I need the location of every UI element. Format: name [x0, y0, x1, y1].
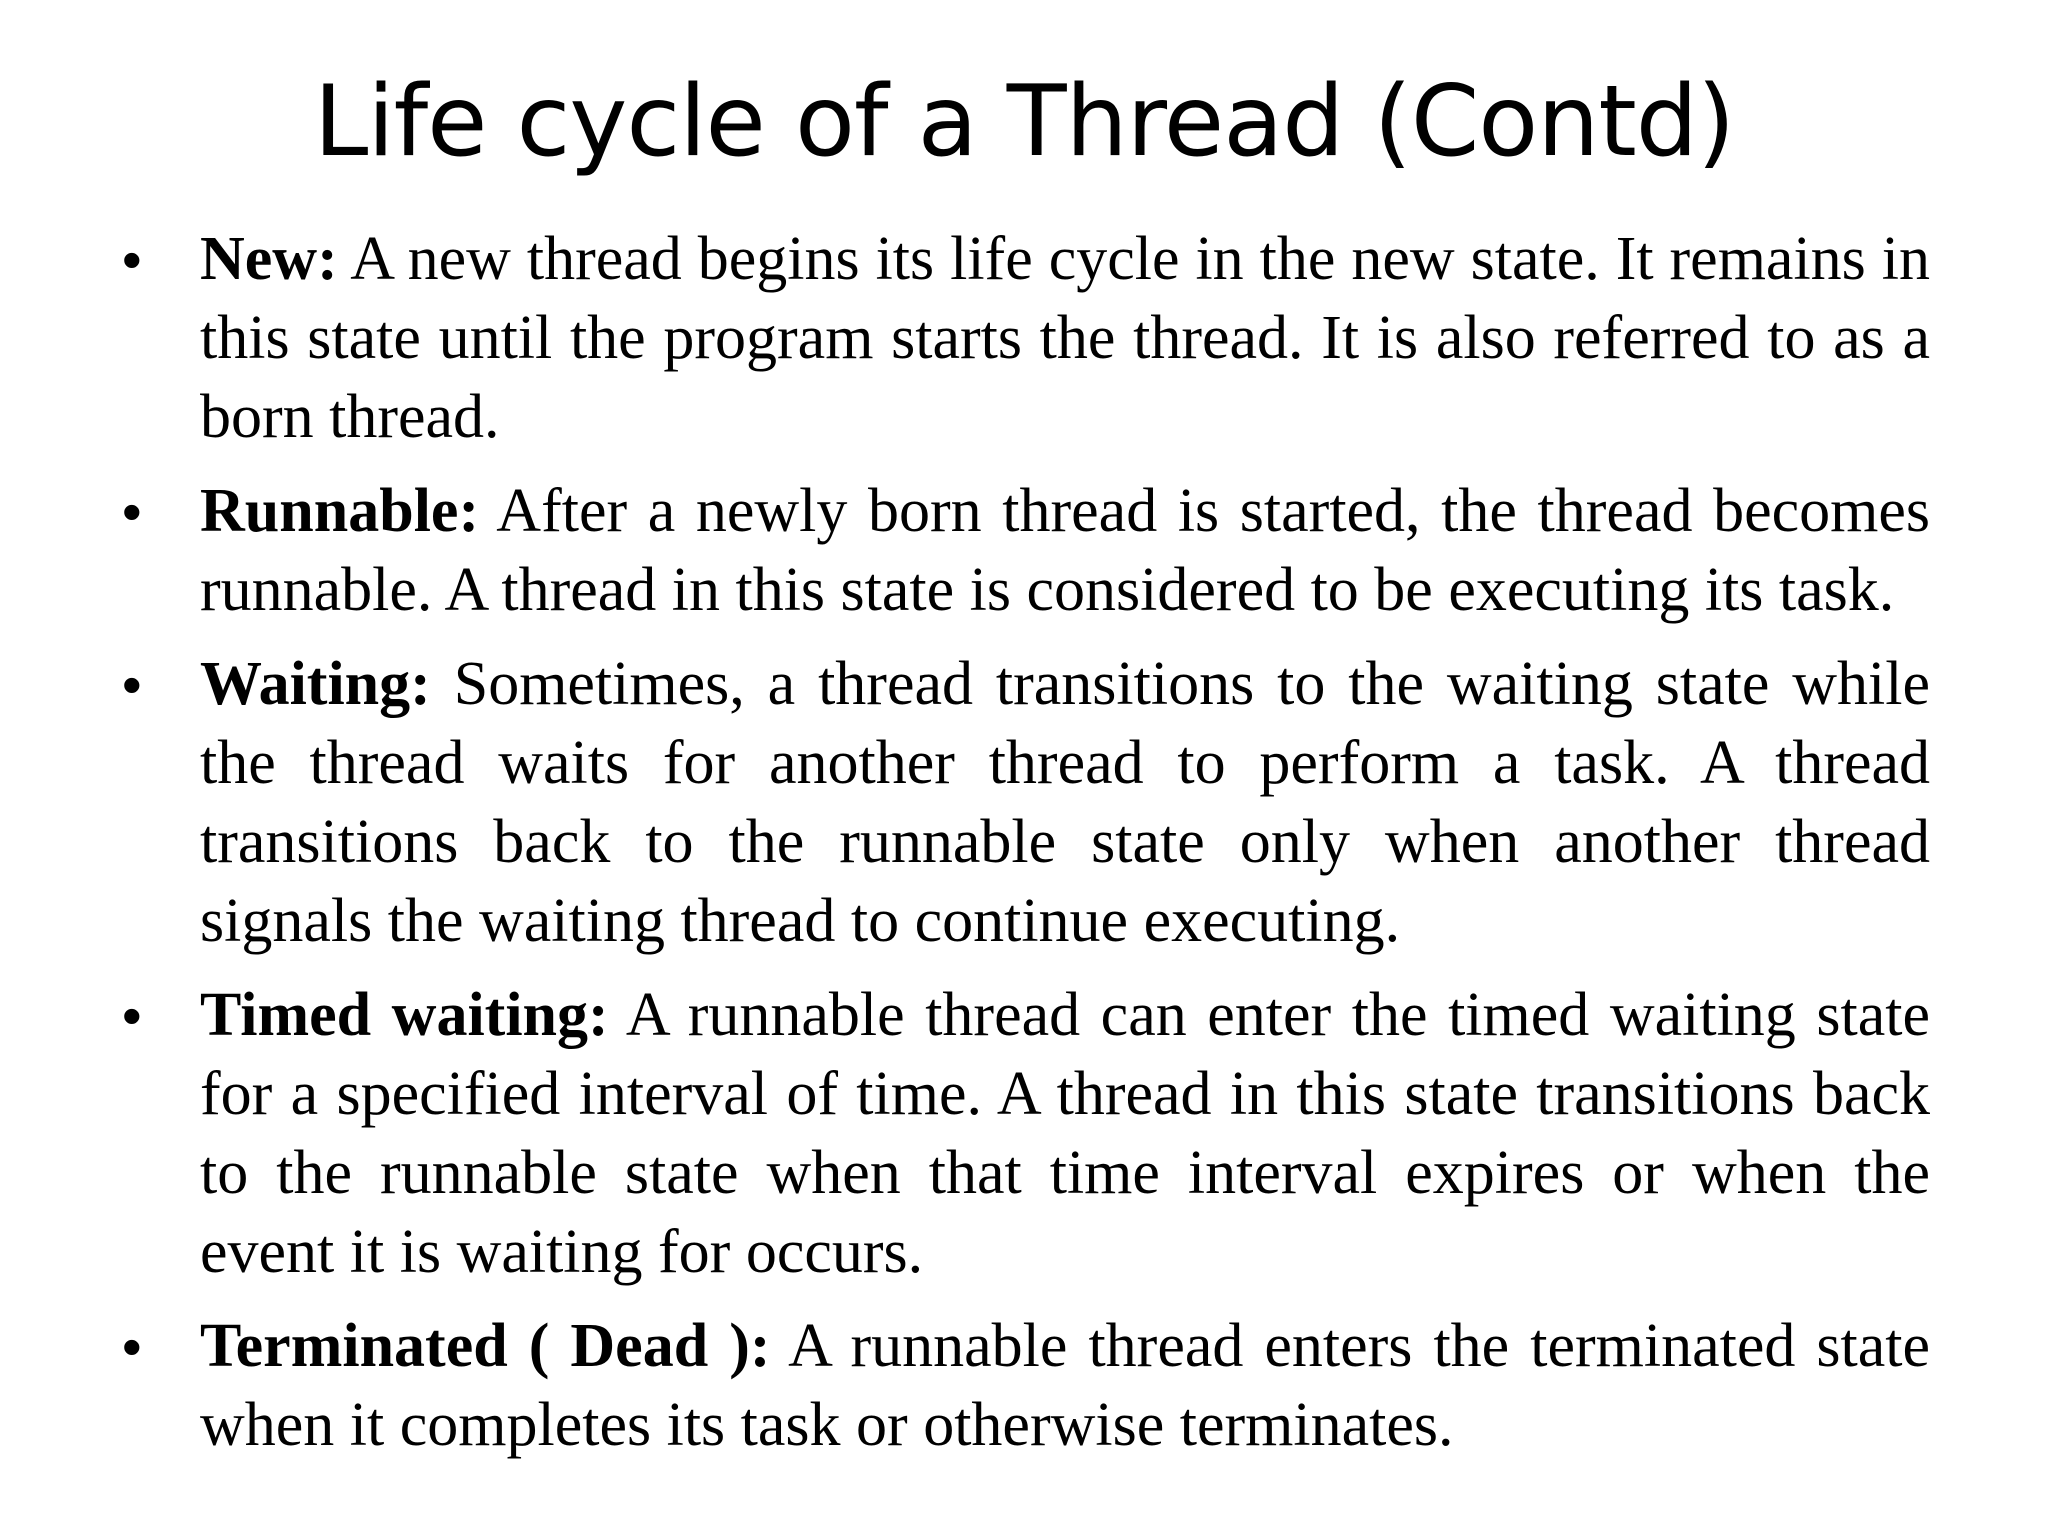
bullet-term: Waiting:	[200, 650, 431, 718]
bullet-text: A new thread begins its life cycle in the new state. It remains in this state until the program starts the thread. It is also referred to as a born thread.	[200, 225, 1930, 451]
bullet-icon: •	[122, 984, 142, 1047]
bullet-item-new	[122, 220, 1930, 457]
bullet-term: New:	[200, 225, 338, 293]
bullet-term: Runnable:	[200, 477, 480, 545]
bullet-icon: •	[122, 480, 142, 543]
bullet-text: A runnable thread enters the terminated state when it completes its task or otherwise terminates.	[200, 1312, 1930, 1459]
bullet-item-waiting	[122, 645, 1930, 961]
bullet-text: A runnable thread can enter the timed waiting state for a specified interval of time. A thread in this state transitions back to the runnable state when that time interval expires or when the event it is waiting for occurs.	[200, 981, 1930, 1286]
bullet-item-timed-waiting	[122, 976, 1930, 1292]
bullet-item-runnable	[122, 472, 1930, 630]
bullet-icon: •	[122, 1315, 142, 1378]
slide-title: Life cycle of a Thread (Contd)	[313, 65, 1735, 179]
bullet-term: Terminated ( Dead ):	[200, 1312, 771, 1380]
bullet-text: Sometimes, a thread transitions to the waiting state while the thread waits for another thread to perform a task. A thread transitions back to the runnable state only when another thread signals the waiting thread to continue executing.	[200, 650, 1930, 955]
bullet-item-terminated	[122, 1307, 1930, 1465]
bullet-icon: •	[122, 228, 142, 291]
bullet-term: Timed waiting:	[200, 981, 609, 1049]
bullet-icon: •	[122, 653, 142, 716]
bullet-text: After a newly born thread is started, the thread becomes runnable. A thread in this state is considered to be executing its task.	[200, 477, 1930, 624]
bullet-list	[122, 220, 1930, 1480]
